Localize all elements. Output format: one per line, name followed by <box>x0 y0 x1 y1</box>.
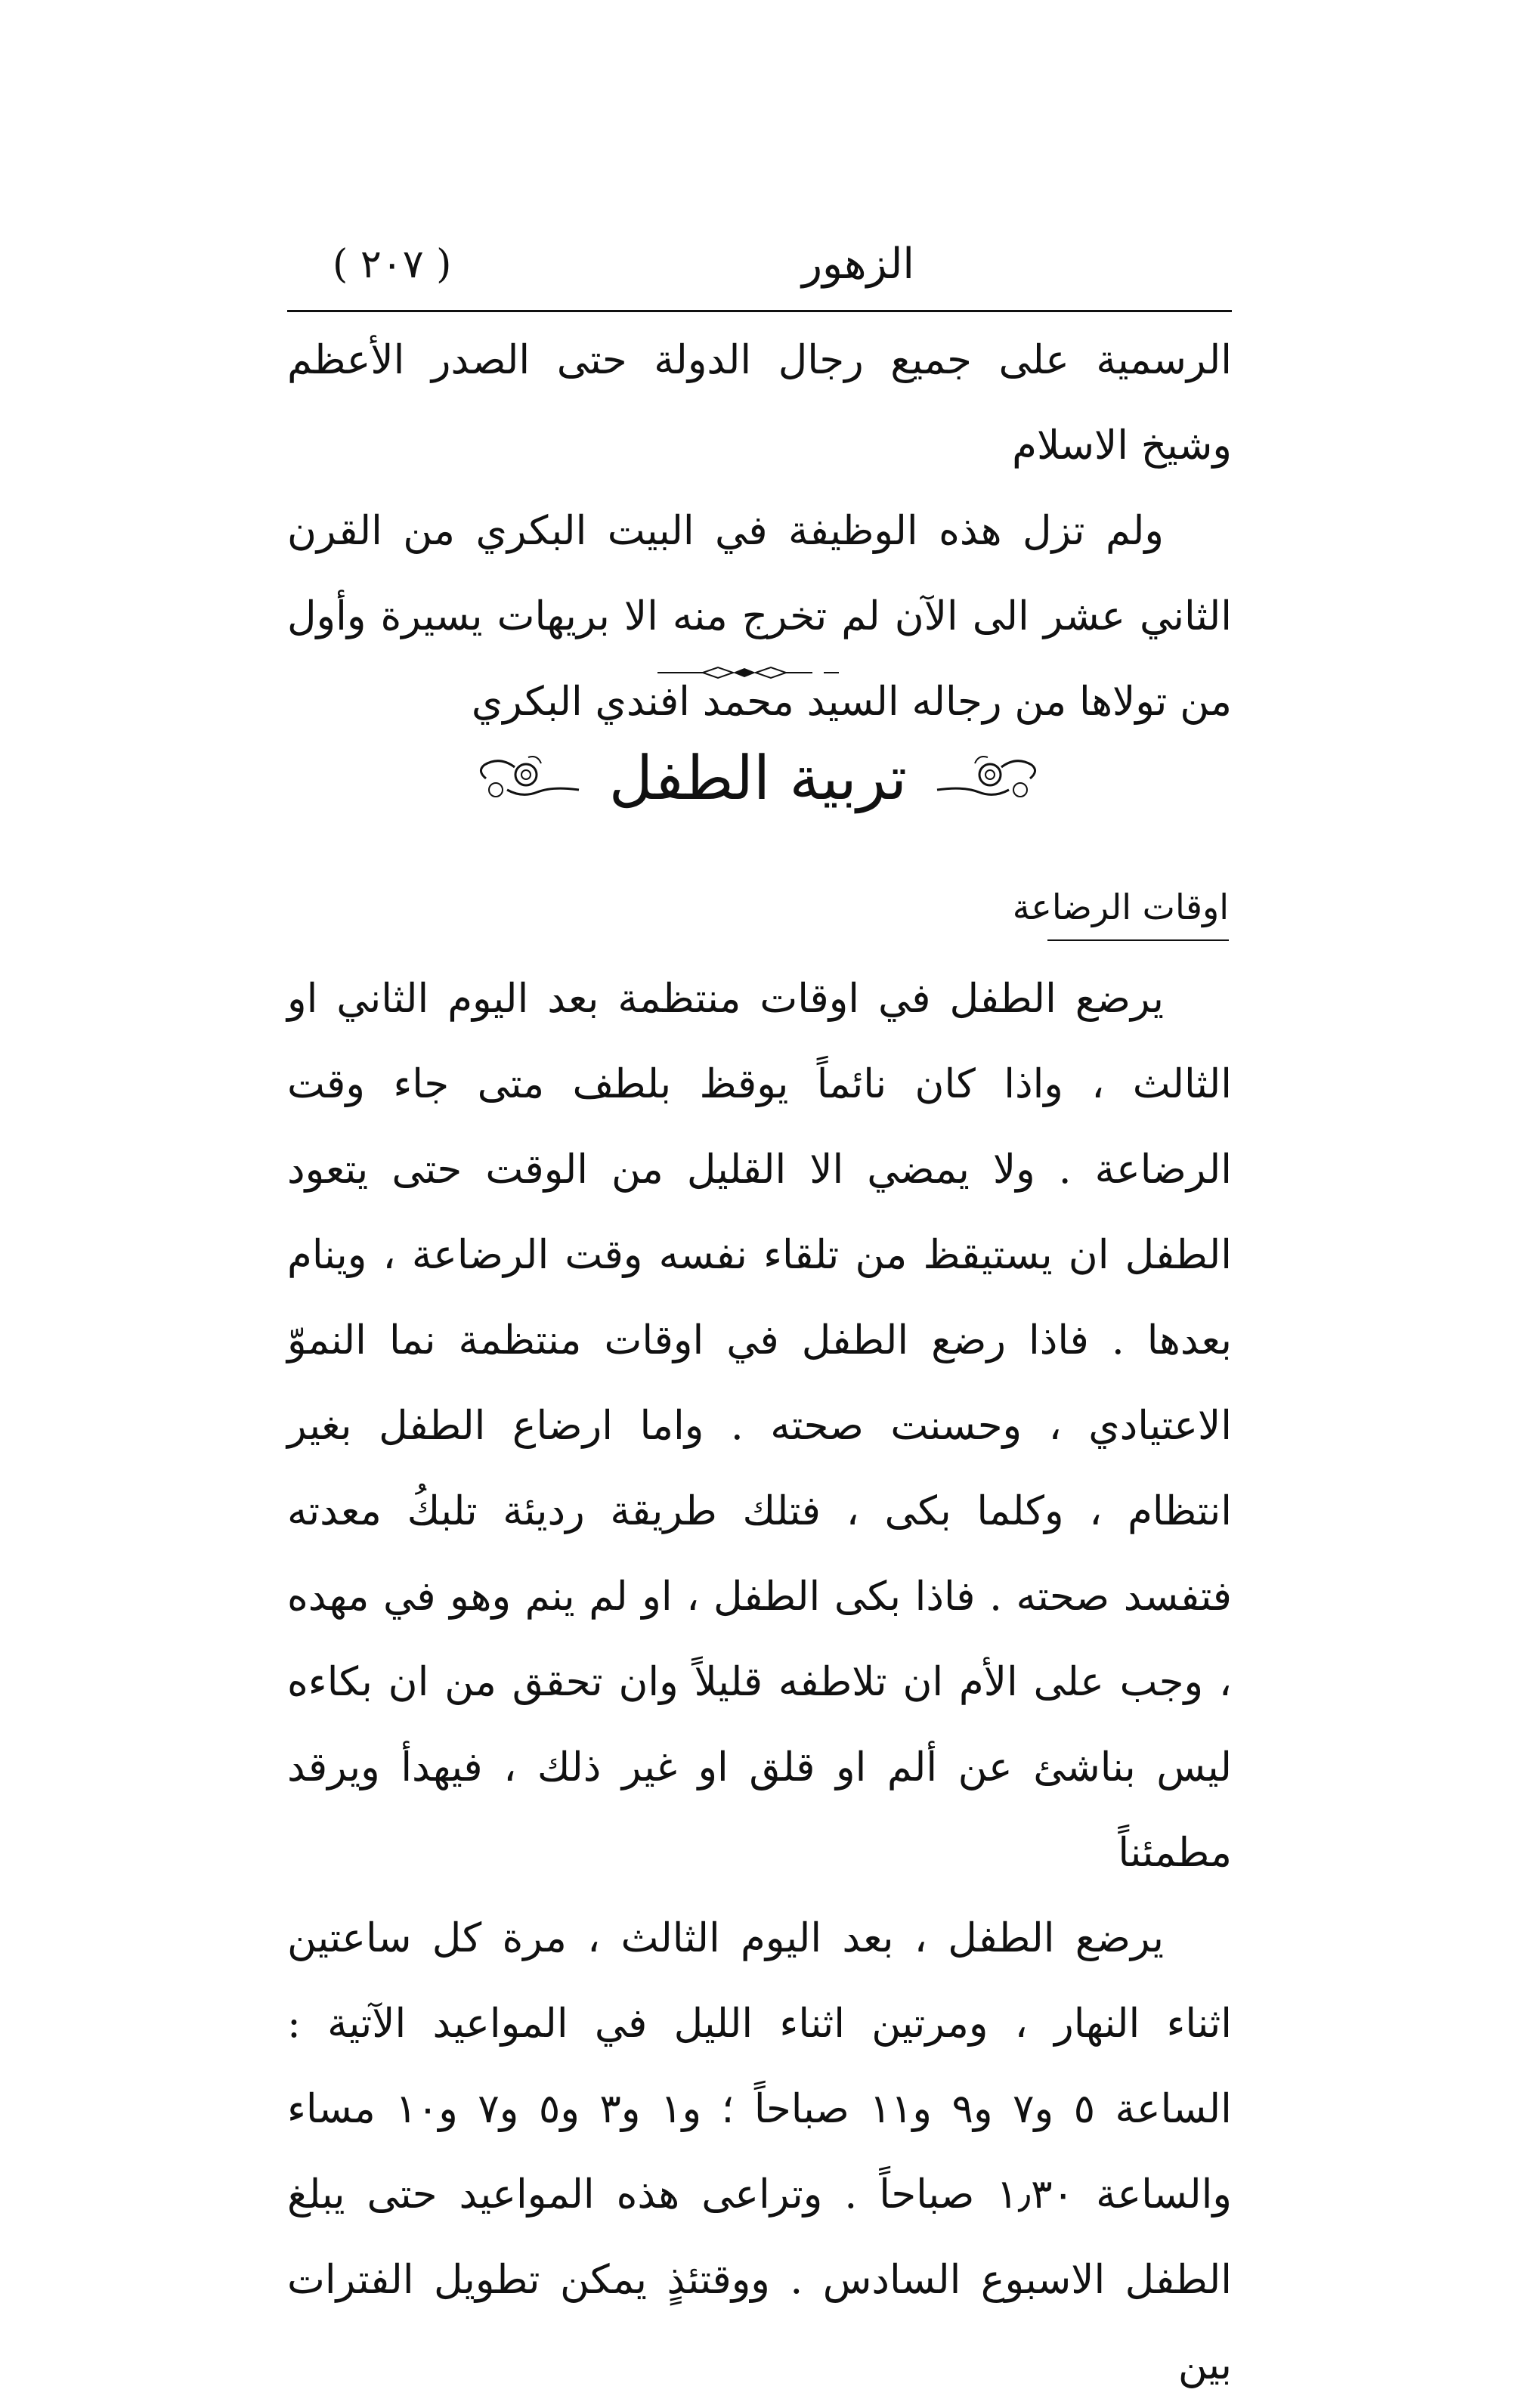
floral-ornament-icon <box>933 748 1047 809</box>
intro-paragraph: الرسمية على جميع رجال الدولة حتى الصدر الأعظم وشيخ الاسلام <box>287 337 1232 469</box>
running-title: الزهور <box>801 240 914 289</box>
running-header <box>287 227 1232 302</box>
section-title: تربية الطفل <box>608 743 908 813</box>
subheading: اوقات الرضاعة <box>1012 887 1229 927</box>
header-rule <box>287 310 1232 312</box>
body-paragraph: يرضع الطفل في اوقات منتظمة بعد اليوم الثاني او الثالث ، واذا كان نائماً يوقظ بلطف متى جاء وقت الرضاعة . ولا يمضي الا القليل من الوقت حتى يتعود الطفل ان يستيقظ من تلقاء نفسه وقت الرضاعة ، وينام بعدها . فاذا رضع الطفل في اوقات منتظمة نما النموّ الاعتيادي ، وحسنت صحته . واما ارضاع الطفل بغير انتظام ، وكلما بكى ، فتلك طريقة رديئة تلبكُ معدته فتفسد صحته . فاذا بكى الطفل ، او لم ينم وهو في مهده ، وجب على الأم ان تلاطفه قليلاً وان تحقق من ان بكاءه ليس بناشئ عن ألم او قلق او غير ذلك ، فيهدأ ويرقد مطمئناً <box>287 976 1232 1876</box>
ornamental-rule-icon <box>650 664 846 682</box>
intro-paragraph: ولم تزل هذه الوظيفة في البيت البكري من القرن الثاني عشر الى الآن لم تخرج منه الا بريهات يسيرة وأول من تولاها من رجاله السيد محمد افندي البكري <box>287 508 1232 725</box>
body-text <box>287 956 1232 2408</box>
body-paragraph: يرضع الطفل ، بعد اليوم الثالث ، مرة كل ساعتين اثناء النهار ، ومرتين اثناء الليل في المواعيد الآتية : الساعة ٥ و٧ و٩ و١١ صباحاً ؛ و١ و٣ و٥ و٧ و١٠ مساء والساعة ١٫٣٠ صباحاً . وتراعى هذه المواعيد حتى يبلغ الطفل الاسبوع السادس . ووقتئذٍ يمكن تطويل الفترات بين <box>287 1915 1232 2388</box>
floral-ornament-icon <box>469 748 583 809</box>
subheading-rule <box>1047 939 1229 941</box>
section-heading <box>453 726 1063 831</box>
page-number: ( ٢٠٧ ) <box>333 242 452 287</box>
